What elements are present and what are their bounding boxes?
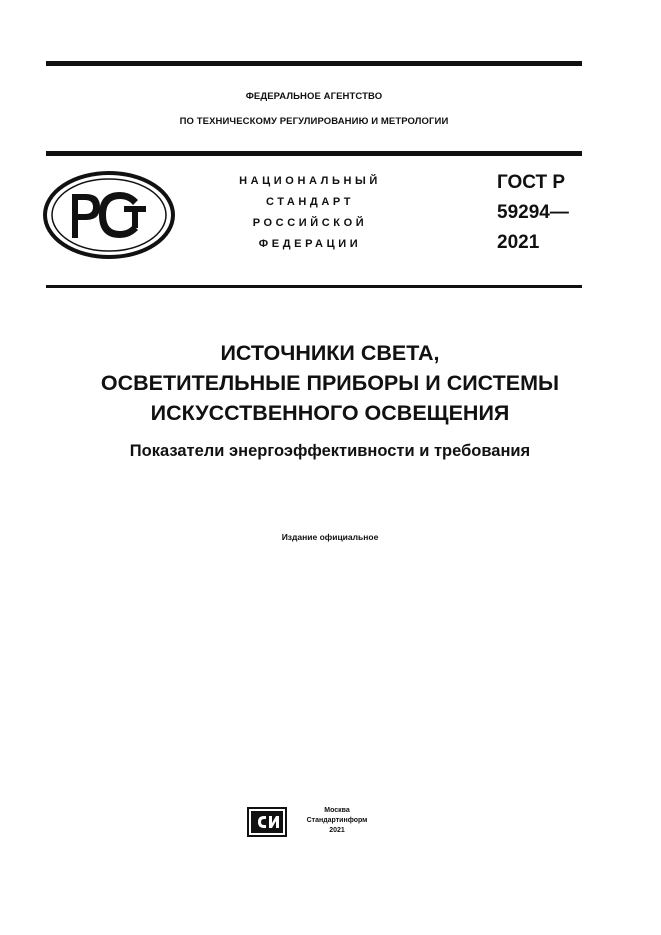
title-line3: ИСКУССТВЕННОГО ОСВЕЩЕНИЯ	[150, 401, 510, 425]
designation-line2: 59294—	[497, 202, 569, 223]
rst-certification-mark-icon	[42, 170, 176, 260]
designation-line1: ГОСТ Р	[497, 172, 566, 193]
standard-type-line1: НАЦИОНАЛЬНЫЙ	[239, 175, 381, 187]
agency-name-line2: ПО ТЕХНИЧЕСКОМУ РЕГУЛИРОВАНИЮ И МЕТРОЛОГИИ	[179, 116, 449, 127]
designation-line3: 2021	[497, 232, 540, 253]
standard-type-line4: ФЕДЕРАЦИИ	[258, 238, 362, 250]
document-title	[46, 338, 614, 428]
publisher-year: 2021	[329, 827, 345, 834]
standartinform-logo-icon	[247, 807, 287, 837]
standard-designation	[497, 168, 569, 258]
standard-type-line3: РОССИЙСКОЙ	[252, 217, 368, 229]
title-line2: ОСВЕТИТЕЛЬНЫЕ ПРИБОРЫ И СИСТЕМЫ	[100, 371, 560, 395]
header-divider	[46, 151, 582, 156]
agency-name-line1: ФЕДЕРАЛЬНОЕ АГЕНТСТВО	[245, 91, 383, 102]
standard-type	[200, 171, 420, 255]
edition-note: Издание официальное	[281, 532, 379, 542]
publisher-name: Стандартинформ	[306, 817, 368, 824]
standard-type-line2: СТАНДАРТ	[265, 196, 355, 208]
document-subtitle: Показатели энергоэффективности и требования	[129, 442, 531, 460]
publisher-imprint	[305, 806, 369, 836]
title-line1: ИСТОЧНИКИ СВЕТА,	[220, 341, 440, 365]
publisher-city: Москва	[324, 807, 350, 814]
top-divider	[46, 61, 582, 66]
header-bottom-divider	[46, 285, 582, 288]
